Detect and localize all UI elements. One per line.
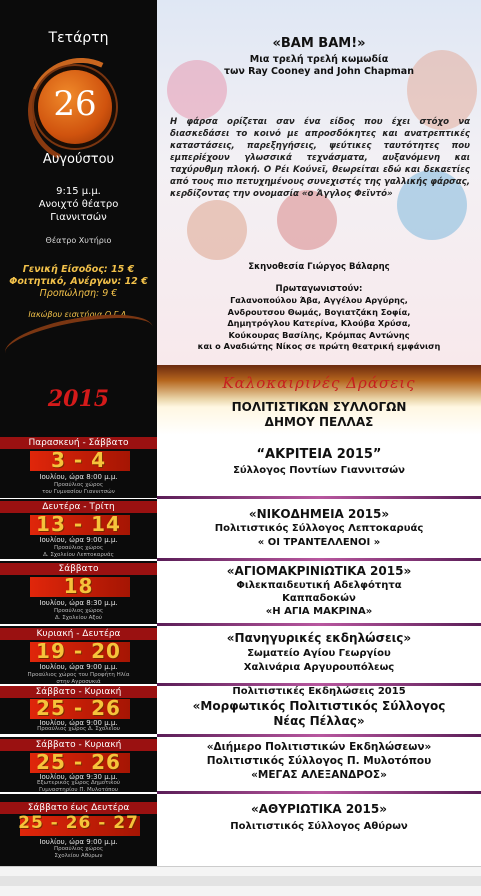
cast-line: Κούκουρας Βασίλης, Κρόμπας Αντώνης: [228, 329, 410, 340]
event-time-venue: [0, 185, 157, 224]
event-days: Σάββατο: [0, 563, 157, 575]
event-row: [0, 435, 481, 498]
event-place: [0, 726, 157, 733]
event-days: Δευτέρα - Τρίτη: [0, 501, 157, 513]
play-director: Σκηνοθεσία Γιώργος Βάλαρης: [248, 262, 390, 272]
event-time: Ιουλίου, ώρα 9:00 μ.μ.: [39, 663, 118, 671]
event-days: Κυριακή - Δευτέρα: [0, 628, 157, 640]
play-title: «BAM BAM!»: [272, 36, 366, 51]
event-organizer: Πολιτιστικός Σύλλογος Αθύρων: [230, 821, 408, 832]
event-dates: 18: [63, 574, 94, 598]
program-title: Καλοκαιρινές Δράσεις: [222, 374, 416, 392]
event-title: Πολιτιστικές Εκδηλώσεις 2015: [232, 686, 406, 697]
event-day: 26: [53, 84, 97, 124]
event-organizer: Πολιτιστικός Σύλλογος Λεπτοκαρυάς: [214, 523, 424, 534]
event-dates: 13 - 14: [36, 512, 121, 536]
event-organizer: Σύλλογος Ποντίων Γιαννιτσών: [233, 465, 405, 476]
event-row: [0, 737, 481, 792]
event-organizer: Σωματείο Αγίου Γεωργίου: [247, 648, 391, 659]
event-place-line: Δ. Σχολείου Λεπτοκαρυάς: [43, 552, 114, 558]
event-dates: 25 - 26: [36, 696, 121, 720]
program-subtitle: ΠΟΛΙΤΙΣΤΙΚΩΝ ΣΥΛΛΟΓΩΝ: [231, 400, 407, 414]
event-row: [0, 626, 481, 684]
ticket-sales-info: Ιακώβου εισιτήρια Ο.Γ.Α.: [28, 310, 129, 319]
event-days: Σάββατο - Κυριακή: [0, 686, 157, 698]
event-days: Σάββατο έως Δευτέρα: [0, 802, 157, 814]
ticket-prices: [0, 264, 157, 300]
event-time: Ιουλίου, ώρα 9:00 μ.μ.: [39, 838, 118, 846]
event-time: 9:15 μ.μ.: [56, 186, 101, 197]
event-weekday: Τετάρτη: [48, 30, 109, 46]
program-year: 2015: [47, 386, 110, 412]
event-place-line: Γυμναστηρίου Π. Μυλοτόπου: [38, 787, 119, 793]
event-dates: 3 - 4: [50, 448, 107, 472]
cast-title: Πρωταγωνιστούν:: [275, 284, 363, 294]
event-place-line: Προαύλιος χώρος: [53, 846, 104, 852]
event-organizer: Καππαδοκών: [282, 593, 356, 604]
event-month: Αυγούστου: [42, 152, 115, 167]
event-organizer: Φιλεκπαιδευτική Αδελφότητα: [236, 580, 402, 591]
event-group-name: «Η ΑΓΙΑ ΜΑΚΡΙΝΑ»: [265, 606, 373, 617]
program-subtitle-municipality: ΔΗΜΟΥ ΠΕΛΛΑΣ: [264, 415, 374, 429]
event-title: «Πανηγυρικές εκδηλώσεις»: [226, 631, 412, 645]
cast-line: Γαλανοπούλου Άβα, Αγγέλου Αργύρης,: [230, 295, 408, 305]
price-students: Φοιτητικό, Ανέργων: 12 €: [9, 276, 148, 287]
event-group-name: « ΟΙ ΤΡΑΝΤΕΛΛΕΝΟΙ »: [257, 537, 381, 548]
cast-line: Ανδρουτσου Θωμάς, Βογιατζάκη Σοφία,: [227, 306, 411, 317]
event-dates: 19 - 20: [36, 639, 121, 663]
event-place: [0, 672, 157, 686]
play-subtitle-line1: Μια τρελή τρελή κωμωδία: [249, 54, 389, 65]
event-days: Παρασκευή - Σάββατο: [0, 437, 157, 449]
event-title: «Διήμερο Πολιτιστικών Εκδηλώσεων»: [206, 741, 432, 753]
event-organizer: Χαλινάρια Αργυρουπόλεως: [243, 662, 395, 673]
event-title: “ΑΚΡΙΤΕΙΑ 2015”: [256, 447, 382, 462]
event-organizer: «Μορφωτικός Πολιτιστικός Σύλλογος: [192, 699, 446, 713]
play-subtitle-line2: των Ray Cooney and John Chapman: [224, 66, 414, 77]
event-row: [0, 794, 481, 866]
event-place-line: Προαύλιος χώρος: [53, 608, 104, 614]
event-title: «ΝΙΚΟΔΗΜΕΙΑ 2015»: [248, 507, 390, 521]
event-place-line: στην Αγροσυκιά: [56, 679, 101, 685]
horizontal-scrollbar[interactable]: [0, 876, 481, 886]
event-place-line: του Γυμνασίου Γιαννιτσών: [42, 489, 115, 495]
event-place: [0, 846, 157, 860]
event-place: [0, 482, 157, 496]
event-place: [0, 780, 157, 794]
event-place-line: Προαύλιος χώρος Δ. Σχολείου: [37, 726, 120, 732]
event-place: [0, 608, 157, 622]
event-title: «ΑΘΥΡΙΩΤΙΚΑ 2015»: [251, 802, 387, 816]
event-dates: 25 - 26: [36, 750, 121, 774]
event-place-line: Εξωτερικός χώρος Δημοτικού: [36, 780, 121, 786]
price-general: Γενική Είσοδος: 15 €: [22, 264, 135, 275]
event-time: Ιουλίου, ώρα 9:00 μ.μ.: [39, 719, 118, 727]
event-place-line: Προαύλιος χώρος: [53, 545, 104, 551]
play-subtitle: [157, 54, 481, 78]
event-place-line: Προαύλιος χώρος: [53, 482, 104, 488]
event-time: Ιουλίου, ώρα 8:00 μ.μ.: [39, 473, 118, 481]
cast-line: Δημητρόγλου Κατερίνα, Κλούβα Χρύσα,: [227, 318, 411, 328]
cast-list: [157, 295, 481, 353]
event-organizer: Νέας Πέλλας»: [273, 714, 365, 728]
theatre-company: Θέατρο Χυτήριο: [45, 236, 112, 245]
actor-photo-decoration: [187, 200, 247, 260]
cast-line: και ο Αναδιώτης Νίκος σε πρώτη θεατρική εμφάνιση: [197, 341, 441, 351]
play-description: Η φάρσα ορίζεται σαν ένα είδος που έχει στόχο να διασκεδάσει το κοινό με απροσδόκητες και ανατρεπτικές καταστάσεις, παρεξηγήσεις, ψεύτικες ταυτότητες που εμπερiέχουν γλωσσικά τεχνάσματα, αυξανόμενη και ταχύρυθμη πλοκή. Ο Ρέι Κούνεϊ, θεωρείται εδώ και δεκαετίες από τους πιο πετυχημένους συνεχιστές της γαλλικής φάρσας, κερδίζοντας την ονομασία «ο Άγγλος Φεϊντό»: [170, 117, 470, 199]
event-place-line: Δ. Σχολείου Αξού: [54, 615, 103, 621]
event-group-name: «ΜΕΓΑΣ ΑΛΕΞΑΝΔΡΟΣ»: [251, 769, 387, 781]
event-organizer: Πολιτιστικός Σύλλογος Π. Μυλοτόπου: [206, 755, 432, 767]
event-venue-line1: Ανοιχτό θέατρο: [38, 199, 119, 210]
event-place: [0, 545, 157, 559]
event-row: [0, 561, 481, 624]
event-place-line: Προαύλιος χώρος του Προφήτη Ηλία: [27, 672, 130, 678]
event-time: Ιουλίου, ώρα 8:30 μ.μ.: [39, 599, 118, 607]
event-venue-line2: Γιαννιτσών: [50, 212, 107, 223]
event-title: «ΑΓΙΟΜΑΚΡΙΝΙΩΤΙΚΑ 2015»: [226, 564, 412, 578]
event-row: [0, 499, 481, 559]
event-place-line: Σχολείου Αθύρων: [54, 853, 103, 859]
event-info-panel: [0, 0, 157, 365]
event-days: Σάββατο - Κυριακή: [0, 739, 157, 751]
event-dates: 25 - 26 - 27: [18, 813, 139, 833]
event-time: Ιουλίου, ώρα 9:30 μ.μ.: [39, 773, 118, 781]
price-presale: Προπώληση: 9 €: [39, 288, 118, 299]
event-row: [0, 686, 481, 734]
date-circle: [38, 70, 112, 144]
event-time: Ιουλίου, ώρα 9:00 μ.μ.: [39, 536, 118, 544]
